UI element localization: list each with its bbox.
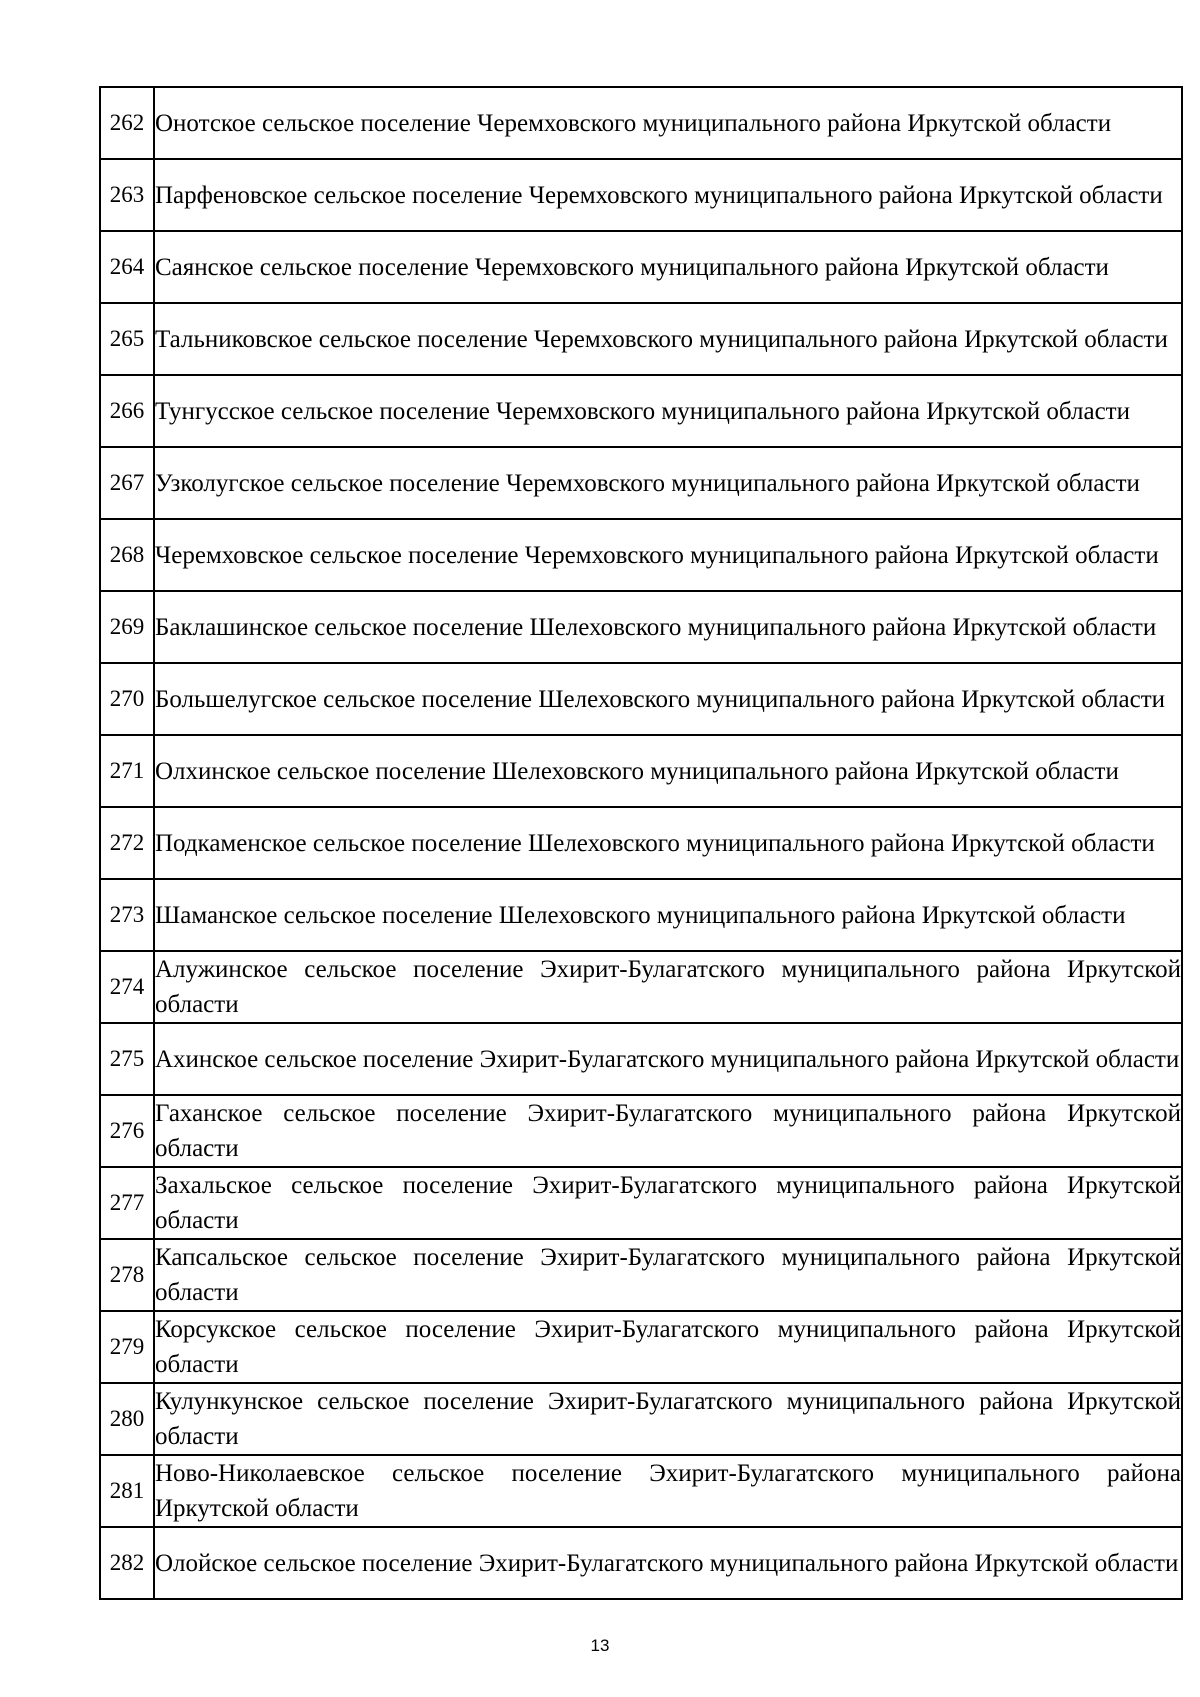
- row-number: 275: [100, 1023, 154, 1095]
- row-number: 267: [100, 447, 154, 519]
- settlement-name: Алужинское сельское поселение Эхирит-Булагатского муниципального района Иркутской области: [154, 951, 1182, 1023]
- table-row: [100, 1167, 1182, 1239]
- row-number: 268: [100, 519, 154, 591]
- row-number: 278: [100, 1239, 154, 1311]
- settlement-name: Тальниковское сельское поселение Черемховского муниципального района Иркутской области: [154, 303, 1182, 375]
- row-number: 266: [100, 375, 154, 447]
- table-row: [100, 1383, 1182, 1455]
- table-row: [100, 1239, 1182, 1311]
- settlement-name: Подкаменское сельское поселение Шелеховского муниципального района Иркутской области: [154, 807, 1182, 879]
- row-number: 276: [100, 1095, 154, 1167]
- settlement-name: Баклашинское сельское поселение Шелеховского муниципального района Иркутской области: [154, 591, 1182, 663]
- table-row: [100, 1095, 1182, 1167]
- table-row: [100, 879, 1182, 951]
- settlement-name: Гаханское сельское поселение Эхирит-Булагатского муниципального района Иркутской области: [154, 1095, 1182, 1167]
- row-number: 265: [100, 303, 154, 375]
- table-row: [100, 1311, 1182, 1383]
- row-number: 282: [100, 1527, 154, 1599]
- table-row: [100, 663, 1182, 735]
- table-row: [100, 591, 1182, 663]
- table-row: [100, 1455, 1182, 1527]
- table-row: [100, 375, 1182, 447]
- settlement-name: Олхинское сельское поселение Шелеховского муниципального района Иркутской области: [154, 735, 1182, 807]
- settlement-name: Черемховское сельское поселение Черемховского муниципального района Иркутской области: [154, 519, 1182, 591]
- settlements-table: [99, 86, 1183, 1600]
- row-number: 271: [100, 735, 154, 807]
- table-row: [100, 231, 1182, 303]
- settlement-name: Захальское сельское поселение Эхирит-Булагатского муниципального района Иркутской области: [154, 1167, 1182, 1239]
- row-number: 270: [100, 663, 154, 735]
- document-page: [99, 86, 1183, 1600]
- settlement-name: Узколугское сельское поселение Черемховского муниципального района Иркутской области: [154, 447, 1182, 519]
- table-row: [100, 951, 1182, 1023]
- row-number: 263: [100, 159, 154, 231]
- row-number: 280: [100, 1383, 154, 1455]
- table-row: [100, 1023, 1182, 1095]
- settlement-name: Тунгусское сельское поселение Черемховского муниципального района Иркутской области: [154, 375, 1182, 447]
- row-number: 269: [100, 591, 154, 663]
- settlement-name: Шаманское сельское поселение Шелеховского муниципального района Иркутской области: [154, 879, 1182, 951]
- table-row: [100, 303, 1182, 375]
- row-number: 281: [100, 1455, 154, 1527]
- settlement-name: Ново-Николаевское сельское поселение Эхирит-Булагатского муниципального района Иркутской области: [154, 1455, 1182, 1527]
- settlement-name: Кулункунское сельское поселение Эхирит-Булагатского муниципального района Иркутской области: [154, 1383, 1182, 1455]
- settlement-name: Парфеновское сельское поселение Черемховского муниципального района Иркутской области: [154, 159, 1182, 231]
- row-number: 262: [100, 87, 154, 159]
- settlement-name: Капсальское сельское поселение Эхирит-Булагатского муниципального района Иркутской области: [154, 1239, 1182, 1311]
- row-number: 264: [100, 231, 154, 303]
- settlement-name: Онотское сельское поселение Черемховского муниципального района Иркутской области: [154, 87, 1182, 159]
- table-row: [100, 87, 1182, 159]
- row-number: 277: [100, 1167, 154, 1239]
- row-number: 273: [100, 879, 154, 951]
- settlement-name: Большелугское сельское поселение Шелеховского муниципального района Иркутской области: [154, 663, 1182, 735]
- settlement-name: Корсукское сельское поселение Эхирит-Булагатского муниципального района Иркутской области: [154, 1311, 1182, 1383]
- table-row: [100, 519, 1182, 591]
- row-number: 272: [100, 807, 154, 879]
- row-number: 279: [100, 1311, 154, 1383]
- settlement-name: Олойское сельское поселение Эхирит-Булагатского муниципального района Иркутской области: [154, 1527, 1182, 1599]
- table-row: [100, 447, 1182, 519]
- settlement-name: Саянское сельское поселение Черемховского муниципального района Иркутской области: [154, 231, 1182, 303]
- settlements-table-body: [100, 87, 1182, 1599]
- page-number: 13: [590, 1636, 610, 1655]
- table-row: [100, 807, 1182, 879]
- table-row: [100, 159, 1182, 231]
- table-row: [100, 1527, 1182, 1599]
- settlement-name: Ахинское сельское поселение Эхирит-Булагатского муниципального района Иркутской области: [154, 1023, 1182, 1095]
- row-number: 274: [100, 951, 154, 1023]
- table-row: [100, 735, 1182, 807]
